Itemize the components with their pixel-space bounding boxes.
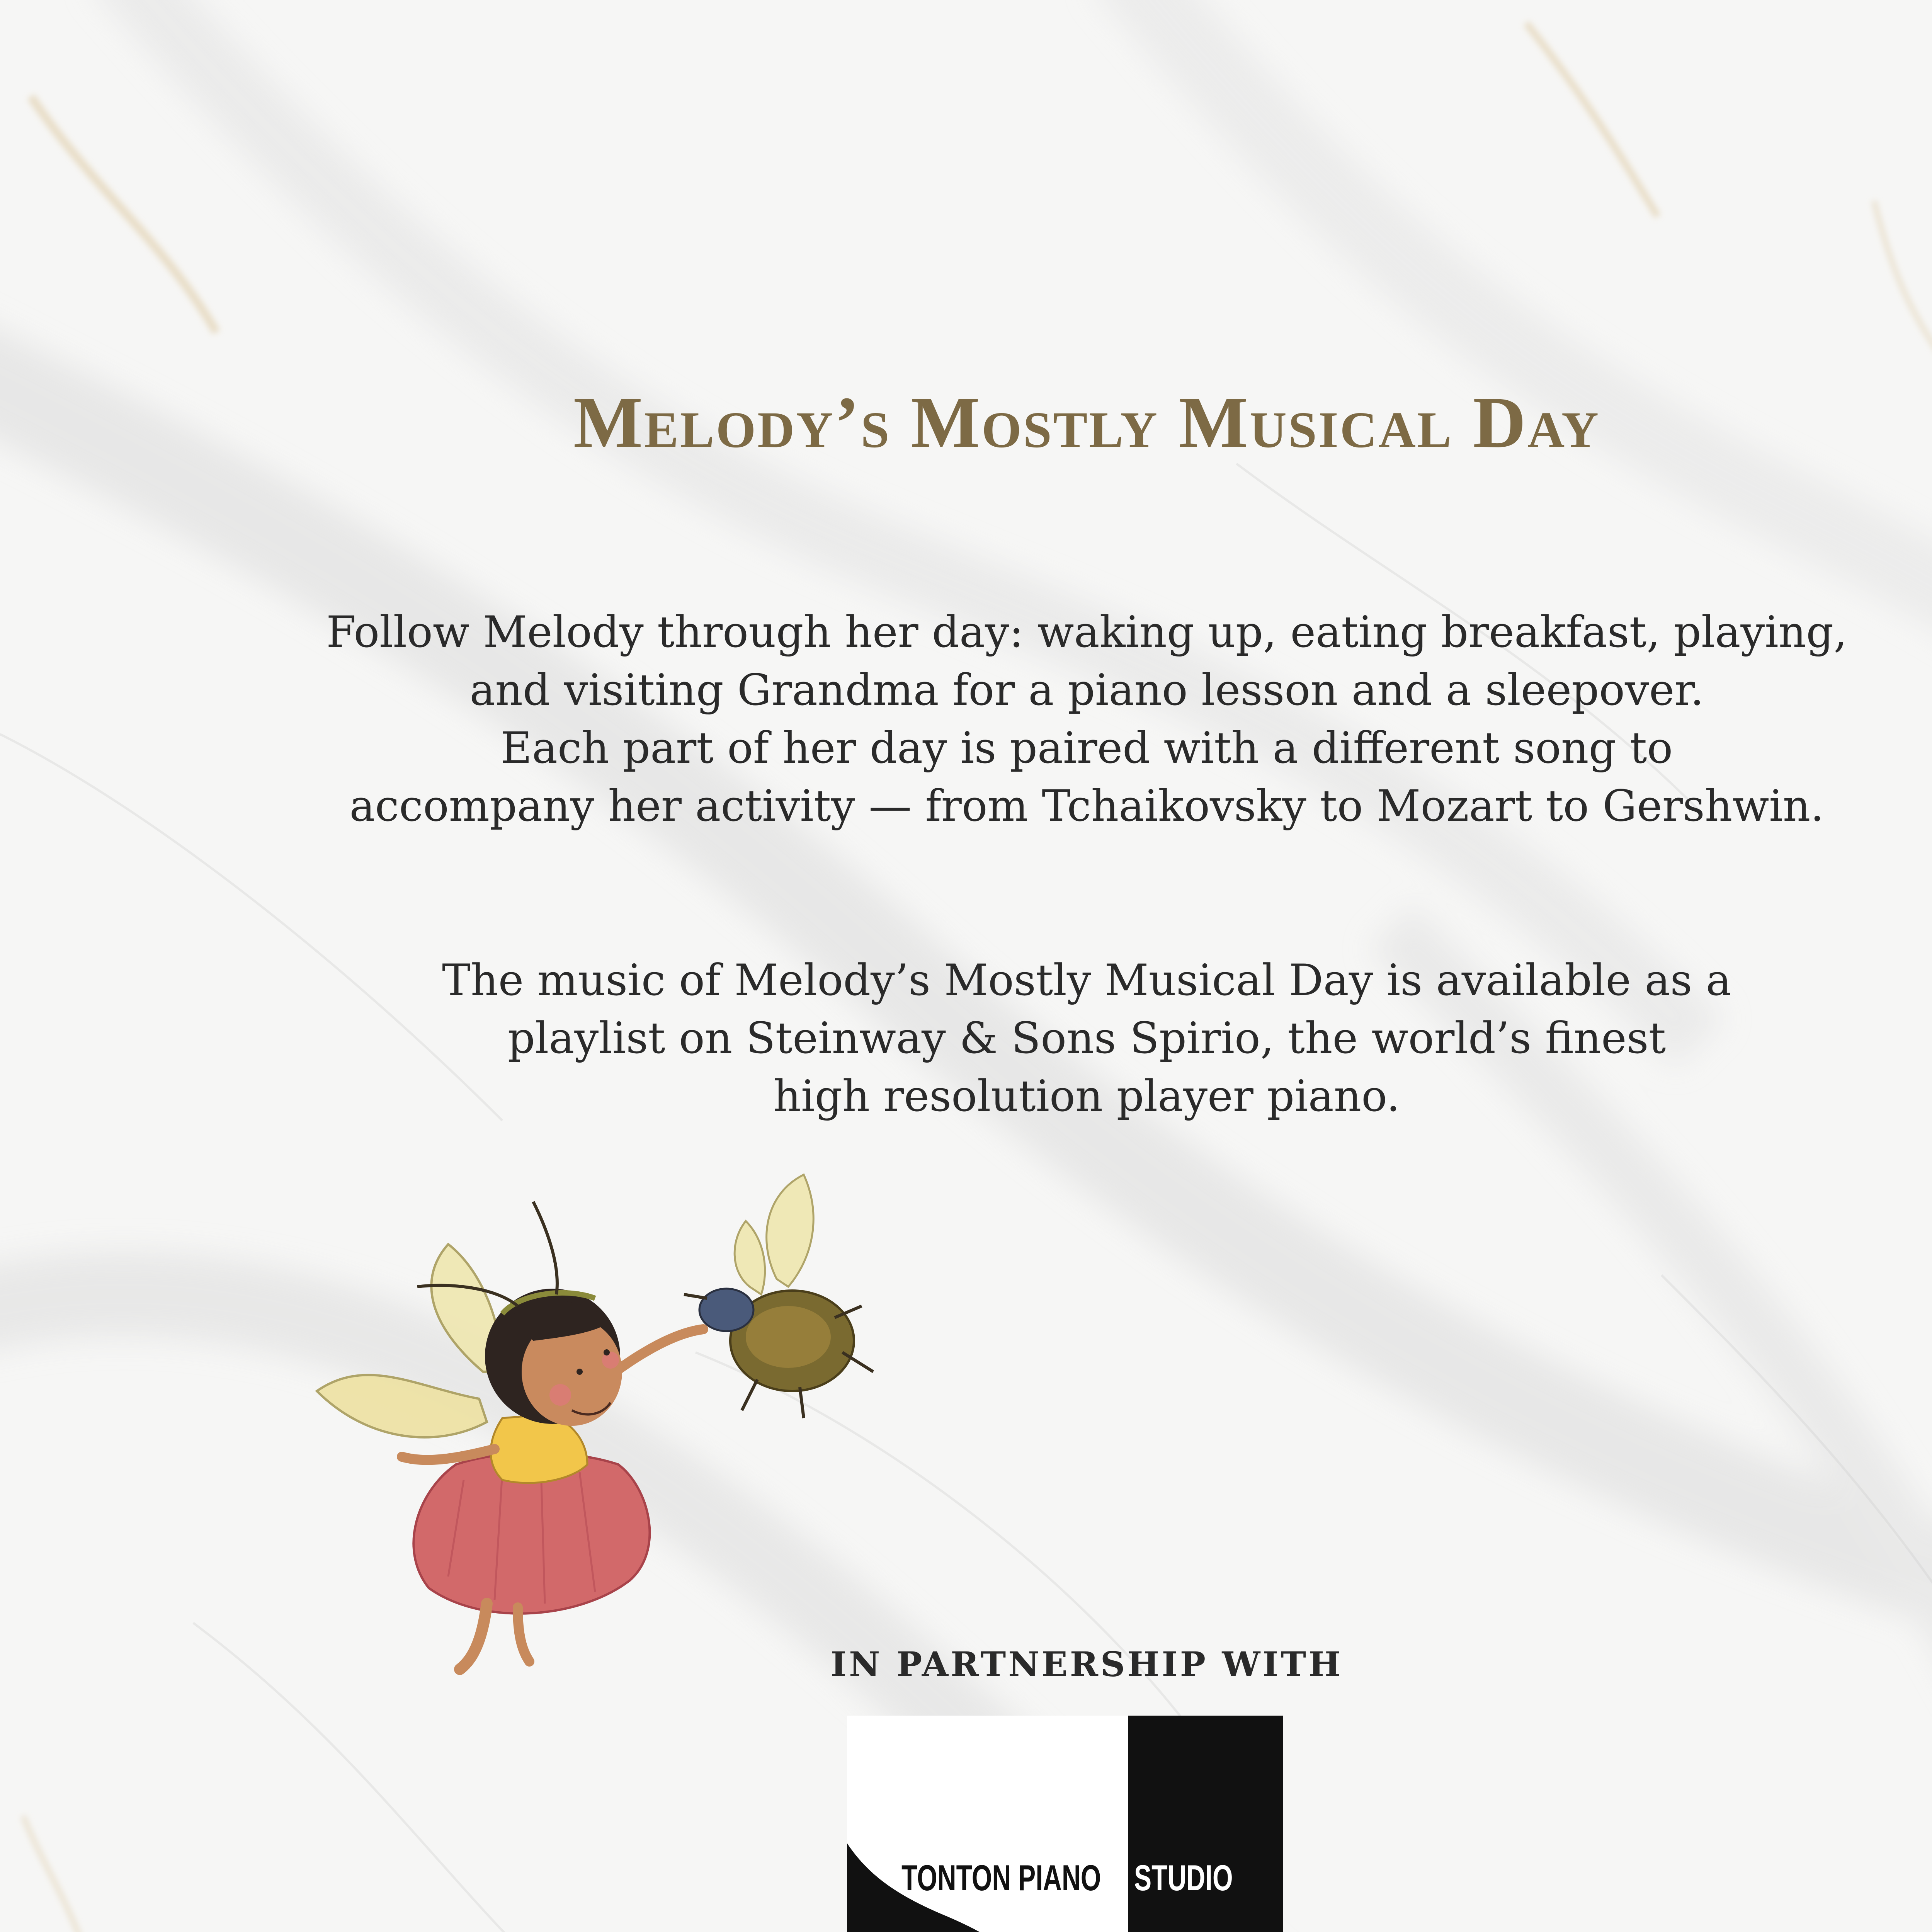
- description-line: and visiting Grandma for a piano lesson and a sleepover.: [469, 665, 1704, 715]
- partnership-label: IN PARTNERSHIP WITH: [830, 1644, 1343, 1684]
- playlist-line: The music of Melody’s Mostly Musical Day is available as a: [442, 956, 1731, 1005]
- playlist-line: playlist on Steinway & Sons Spirio, the world’s finest: [507, 1014, 1666, 1063]
- page-title: Melody’s Mostly Musical Day: [573, 382, 1600, 463]
- playlist-line: high resolution player piano.: [773, 1071, 1400, 1121]
- description-paragraph: [0, 604, 1932, 835]
- playlist-paragraph: [0, 952, 1932, 1126]
- logo-text-tonton-piano: TONTON PIANO: [901, 1857, 1101, 1898]
- piano-logo-icon: [847, 1716, 1283, 1932]
- description-line: Each part of her day is paired with a different song to: [500, 723, 1673, 773]
- description-line: accompany her activity — from Tchaikovsky to Mozart to Gershwin.: [349, 781, 1824, 831]
- description-line: Follow Melody through her day: waking up, eating breakfast, playing,: [326, 607, 1847, 657]
- logo-text-studio: STUDIO: [1134, 1857, 1233, 1898]
